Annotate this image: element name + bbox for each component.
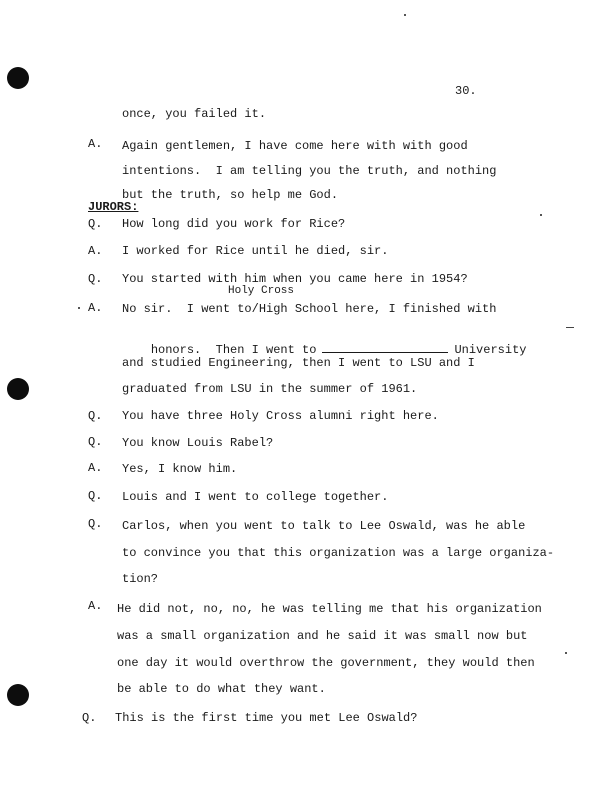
transcript-line: graduated from LSU in the summer of 1961. xyxy=(122,382,418,396)
speaker-label: A. xyxy=(88,461,103,475)
transcript-line: intentions. I am telling you the truth, and nothing xyxy=(122,164,497,178)
speaker-label: Q. xyxy=(88,272,103,286)
scan-mark xyxy=(404,14,406,16)
speaker-label: A. xyxy=(88,244,103,258)
speaker-label: A. xyxy=(88,301,103,315)
transcript-line: Again gentlemen, I have come here with with good xyxy=(122,139,468,153)
transcript-line: I worked for Rice until he died, sir. xyxy=(122,244,389,258)
speaker-label: A. xyxy=(88,137,103,151)
transcript-line: once, you failed it. xyxy=(122,107,267,121)
scan-mark xyxy=(78,307,80,309)
transcript-line: Carlos, when you went to talk to Lee Oswald, was he able xyxy=(122,519,526,533)
transcript-line: Yes, I know him. xyxy=(122,462,238,476)
transcript-line: was a small organization and he said it was small now but xyxy=(117,629,528,643)
line-text-before-blank: honors. Then I went to xyxy=(150,343,317,357)
transcript-line: How long did you work for Rice? xyxy=(122,217,346,231)
transcript-line: be able to do what they want. xyxy=(117,682,326,696)
transcript-line: You started with him when you came here in 1954? xyxy=(122,272,468,286)
speaker-label: Q. xyxy=(88,435,103,449)
line-text-after-blank: University xyxy=(454,343,527,357)
transcript-line: tion? xyxy=(122,572,159,586)
punch-hole-top xyxy=(7,67,29,89)
transcript-line: This is the first time you met Lee Oswald? xyxy=(115,711,418,725)
scan-mark xyxy=(565,652,567,654)
transcript-line: You know Louis Rabel? xyxy=(122,436,274,450)
handwritten-insertion: Holy Cross xyxy=(228,285,295,297)
scan-mark xyxy=(540,214,542,216)
transcript-line: No sir. I went to/High School here, I finished with xyxy=(122,302,497,316)
punch-hole-middle xyxy=(7,378,29,400)
transcript-line: He did not, no, no, he was telling me that his organization xyxy=(117,602,542,616)
transcript-line: and studied Engineering, then I went to LSU and I xyxy=(122,356,475,370)
speaker-label: A. xyxy=(88,599,103,613)
transcript-line: to convince you that this organization was a large organiza- xyxy=(122,546,555,560)
punch-hole-bottom xyxy=(7,684,29,706)
speaker-label: Q. xyxy=(88,489,103,503)
scan-mark xyxy=(566,327,574,328)
transcript-line: Louis and I went to college together. xyxy=(122,490,389,504)
speaker-label: Q. xyxy=(88,409,103,423)
jurors-heading: JURORS: xyxy=(88,200,139,214)
page-number: 30. xyxy=(455,84,477,98)
transcript-line: one day it would overthrow the government, they would then xyxy=(117,656,535,670)
redacted-blank xyxy=(322,342,448,353)
speaker-label: Q. xyxy=(88,217,103,231)
speaker-label: Q. xyxy=(88,517,103,531)
transcript-line: but the truth, so help me God. xyxy=(122,188,339,202)
transcript-line: You have three Holy Cross alumni right here. xyxy=(122,409,439,423)
speaker-label: Q. xyxy=(82,711,97,725)
